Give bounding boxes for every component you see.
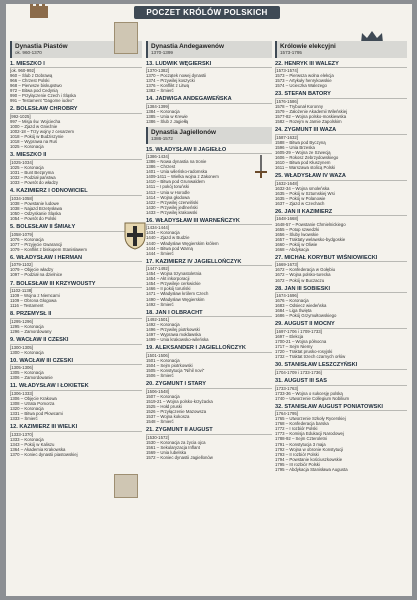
ruler-event-line: 1610 – Bitwa pod Kłuszynem <box>275 159 331 165</box>
ruler-event-line: 1740 – Utworzenie Collegium Nobilium <box>275 395 350 401</box>
ruler-event-line: 1331 – Bitwa pod Płowcami <box>10 411 63 417</box>
ruler-name: 31. AUGUST III SAS <box>275 378 407 386</box>
ruler-event-line: 1050 – Odzyskanie Śląska <box>10 210 61 216</box>
ruler-entry <box>146 259 272 307</box>
ruler-event-line: 1525 – Hołd pruski <box>146 404 182 409</box>
ruler-event-line: [1370-1382] <box>146 68 169 74</box>
ruler-event-line: 1306 – Objęcie Krakowa <box>10 396 57 402</box>
ruler-event-line: 1791 – Konstytucja 3 maja <box>275 441 326 447</box>
ruler-event-line: [1669-1673] <box>275 262 298 268</box>
ruler-event-line: 1795 – Abdykacja Stanisława Augusta <box>275 466 348 472</box>
ruler-event-line: 1410 – Bitwa pod Grunwaldem <box>146 179 205 185</box>
ruler-event-line: 1530 – Koronacja za życia ojca <box>146 439 206 445</box>
ruler-event-line: [1632-1648] <box>275 180 298 186</box>
ruler-event-line: 1386 – Chrzest <box>146 164 176 170</box>
ruler-name: 21. ZYGMUNT II AUGUST <box>146 427 272 435</box>
ruler-event-line: [1306-1333] <box>10 391 33 397</box>
ruler-name: 5. BOLESŁAW II ŚMIAŁY <box>10 224 142 232</box>
ruler-event-line: 991 – Testament "Dagome iudex" <box>10 98 74 104</box>
ruler-name: 29. AUGUST II MOCNY <box>275 321 407 329</box>
ruler-event-line: 1717 – Sejm Niemy <box>275 344 313 350</box>
ruler-entry <box>10 337 142 355</box>
ruler-event-line: 1109 – Obrona Głogowa <box>10 298 57 304</box>
ruler-event-line: 1385 – Unia w Krewie <box>146 114 188 120</box>
ruler-event-line: 1683 – Odsiecz wiedeńska <box>275 303 327 309</box>
ruler-event-line: 1492 – Koronacja <box>146 322 180 328</box>
ruler-event-line: 1720 – Traktat prusko-rosyjski <box>275 349 333 355</box>
ruler-entry <box>10 152 142 185</box>
ruler-event-line: 1454 – Akt inkorporacji <box>146 276 190 282</box>
ruler-event-line: 1490 – Władysław Węgierskim <box>146 296 205 302</box>
ruler-event-line: 1788-92 – Sejm Czteroletni <box>275 436 328 442</box>
ruler-event-line: 1569 – Unia lubelska <box>146 449 187 455</box>
ruler-event-line: 1033 – Powrót do władzy <box>10 180 59 186</box>
ruler-name: 27. MICHAŁ KORYBUT WIŚNIOWIECKI <box>275 255 407 263</box>
poster-sheet <box>6 4 412 596</box>
ruler-event-line: [1300-1305] <box>10 344 33 350</box>
ruler-event-line: [1501-1506] <box>146 353 169 359</box>
ruler-event-line: 1765 – Utworzenie Szkoły Rycerskiej <box>275 416 346 422</box>
ruler-event-line: 1386 – Nowa dynastia na tronie <box>146 159 207 165</box>
poster-title-banner <box>134 6 280 19</box>
ruler-entry <box>10 224 142 252</box>
ruler-event-line: 1672 – Wojna polsko-turecka <box>275 272 331 278</box>
ruler-event-line: 1454 – Przywileje cerkwickie <box>146 281 201 287</box>
ruler-event-line: 1370 – Początek nowej dynastii <box>146 73 207 79</box>
ruler-event-line: [1384-1399] <box>146 103 169 109</box>
ruler-event-line: 1471 – Władysław królem Czech <box>146 291 209 297</box>
ruler-event-line: 1296 – Zamordowany <box>10 328 52 334</box>
ruler-event-line: 1454 – Wojna trzynastoletnia <box>146 271 202 277</box>
ruler-event-line: 1374 – Przywilej koszycki <box>146 78 195 84</box>
ruler-event-line: 1038 – Powstanie ludowe <box>10 200 59 206</box>
ruler-name: 24. ZYGMUNT III WAZA <box>275 127 407 135</box>
ruler-event-line: 1097 – Podział na dzielnice <box>10 272 63 278</box>
ruler-event-line: 1018 – Wyprawa na Ruś <box>10 139 58 145</box>
ruler-event-line: 1370 – Koniec dynastii piastowskiej <box>10 452 78 458</box>
ruler-event-line: 1561 – Sekularyzacja Inflant <box>146 444 200 450</box>
ruler-event-line: 1038 – Najazd Brzetysława <box>10 205 63 211</box>
ruler-name: 8. PRZEMYSŁ II <box>10 311 142 319</box>
ruler-event-line: 1430 – Przywilej jedlneński <box>146 204 198 210</box>
ruler-event-line: 1635 – Pokój w Sztumskiej Wsi <box>275 190 335 196</box>
ruler-event-line: [1674-1696] <box>275 293 298 299</box>
ruler-event-line: 1305 – Koronacja <box>10 370 44 376</box>
ruler-entry <box>275 91 407 124</box>
ruler-entry <box>10 281 142 309</box>
ruler-event-line: 1632-34 – Wojna smoleńska <box>275 185 330 191</box>
ruler-event-line: 972 – Bitwa pod Cedynią <box>10 88 58 94</box>
ruler-event-line: 1422 – Przywilej czerwiński <box>146 199 199 205</box>
ruler-event-line: [1697-1706 i 1709-1733] <box>275 328 322 334</box>
ruler-event-line: 1773 – Komisja Edukacji Narodowej <box>275 431 344 437</box>
dynasty-years: 1386-1572 <box>151 136 173 142</box>
ruler-event-line: 1648-57 – Powstanie Chmielnickiego <box>275 221 346 227</box>
ruler-event-line: 1660 – Pokój w Oliwie <box>275 241 318 247</box>
ruler-event-line: 1079 – Konflikt z biskupem Stanisławem <box>10 246 87 252</box>
ruler-event-line: 1700-21 – Wojna północna <box>275 339 327 345</box>
ruler-entry <box>275 362 407 375</box>
ruler-name: 30. STANISŁAW LESZCZYŃSKI <box>275 362 407 370</box>
ruler-event-line: 1507 – Koronacja <box>146 393 180 399</box>
ruler-name: 14. JADWIGA ANDEGAWEŃSKA <box>146 96 272 104</box>
ruler-name: 23. STEFAN BATORY <box>275 91 407 99</box>
ruler-entry <box>146 218 272 256</box>
ruler-event-line: 1501 – Koronacja <box>146 358 180 364</box>
ruler-event-line: 1499 – Unia krakowsko-wileńska <box>146 337 209 343</box>
grunwald-sword-icon <box>250 154 272 180</box>
dynasty-name: Królowie elekcyjni <box>280 43 336 50</box>
ruler-event-line: 1116 – Testament <box>10 303 44 309</box>
ruler-entry <box>275 378 407 401</box>
ruler-event-line: 1582 – Rozejm w Jamie Zapolskim <box>275 119 342 125</box>
column-piast <box>10 41 142 593</box>
ruler-entry <box>275 127 407 170</box>
ruler-event-line: 1025 – Koronacja <box>10 164 44 170</box>
ruler-event-line: 968 – Pierwsze biskupstwo <box>10 83 62 89</box>
ruler-event-line: 1308 – Utrata Pomorza <box>10 401 55 407</box>
ruler-name: 3. MIESZKO II <box>10 152 142 160</box>
ruler-event-line: 1548 – Śmierć <box>146 419 174 425</box>
ruler-event-line: 1526 – Przyłączenie Mazowsza <box>146 409 207 415</box>
ruler-event-line: 1668 – Abdykacja <box>275 246 309 252</box>
ruler-event-line: 997 – Misja św. Wojciecha <box>10 119 61 125</box>
ruler-entry <box>146 381 272 424</box>
ruler-event-line: 960 – Ślub z Dobrawą <box>10 73 53 79</box>
ruler-name: 15. WŁADYSŁAW II JAGIEŁŁO <box>146 147 272 155</box>
ruler-event-line: 1054 – Powrót do Polski <box>10 215 57 221</box>
ruler-event-line: 1384 – Koronacja <box>146 108 180 114</box>
ruler-entry <box>10 61 142 104</box>
ruler-event-line: 1409-1411 – Wielka wojna z Zakonem <box>146 174 219 180</box>
ruler-event-line: [ok. 960-992] <box>10 68 36 74</box>
ruler-event-line: 1079 – Objęcie władzy <box>10 267 54 273</box>
ruler-event-line: 1414 – Wojna głodowa <box>146 194 190 200</box>
dynasty-header <box>275 41 407 58</box>
ruler-event-line: 1637 – Zjazd w Czechach <box>275 200 325 206</box>
ruler-event-line: 1343 – Pokój w Kaliszu <box>10 442 55 448</box>
ruler-event-line: 1444 – Bitwa pod Warną <box>146 245 193 251</box>
ruler-event-line: 1657 – Traktaty welawsko-bydgoskie <box>275 236 346 242</box>
poster-title: POCZET KRÓLÓW POLSKICH <box>146 8 268 17</box>
ruler-event-line: 1504 – Sejm piotrkowski <box>146 363 193 369</box>
ruler-entry <box>146 61 272 94</box>
ruler-event-line: 1497 – Wyprawa mołdawska <box>146 332 201 338</box>
ruler-name: 28. JAN III SOBIESKI <box>275 286 407 294</box>
castle-icon <box>30 6 48 18</box>
ruler-event-line: [1058-1079] <box>10 231 33 237</box>
ruler-event-line: 966 – Chrzest Polski <box>10 78 50 84</box>
ruler-event-line: 1793 – II rozbiór Polski <box>275 451 319 457</box>
ruler-event-line: [1102-1138] <box>10 288 33 294</box>
ruler-event-line: 1577-82 – Wojna polsko-moskiewska <box>275 114 347 120</box>
ruler-event-line: 1386 – Ślub z Jagiełłą <box>146 119 189 125</box>
ruler-name: 11. WŁADYSŁAW I ŁOKIETEK <box>10 383 142 391</box>
ruler-event-line: 1596 – Unia Brzeska <box>275 144 315 150</box>
ruler-name: 20. ZYGMUNT I STARY <box>146 381 272 389</box>
ruler-event-line: [1704-1709 i 1733-1736] <box>275 369 322 375</box>
ruler-event-line: 1519-21 – Wojna polsko-krzyżacka <box>146 398 213 404</box>
ruler-event-line: 1025 – Koronacja <box>10 144 44 150</box>
ruler-event-line: 1076 – Koronacja <box>10 236 44 242</box>
ruler-event-line: [1587-1632] <box>275 134 298 140</box>
ruler-event-line: 1333 – Śmierć <box>10 416 38 422</box>
ruler-name: 7. BOLESŁAW III KRZYWOUSTY <box>10 281 142 289</box>
lokietek-portrait-image <box>114 474 138 498</box>
ruler-event-line: 1300 – Koronacja <box>10 349 44 355</box>
ruler-event-line: 1672 – Konfederacja w Gołębiu <box>275 267 335 273</box>
ruler-event-line: 1794 – Powstanie kościuszkowskie <box>275 456 343 462</box>
ruler-event-line: 1032 – Podział państwa <box>10 175 56 181</box>
ruler-name: 19. ALEKSANDER I JAGIELLOŃCZYK <box>146 345 272 353</box>
ruler-event-line: 1466 – II pokój toruński <box>146 286 191 292</box>
ruler-event-line: 1733-36 – Wojna o sukcesję polską <box>275 390 343 396</box>
ruler-event-line: 1364 – Akademia Krakowska <box>10 447 66 453</box>
ruler-event-line: 1795 – III rozbiór Polski <box>275 461 320 467</box>
ruler-event-line: 1376 – Konflikt z Litwą <box>146 83 189 89</box>
ruler-event-line: 1574 – Ucieczka Walezego <box>275 83 327 89</box>
dynasty-name: Dynastia Piastów <box>15 43 68 50</box>
ruler-event-line: 1672 – Pokój w Buczaczu <box>275 277 325 283</box>
ruler-name: 4. KAZIMIERZ I ODNOWICIEL <box>10 188 142 196</box>
ruler-event-line: 1635 – Pokój w Polanowie <box>275 195 326 201</box>
ruler-event-line: 1792 – Wojna w obronie Konstytucji <box>275 446 344 452</box>
ruler-entry <box>146 345 272 378</box>
ruler-name: 1. MIESZKO I <box>10 61 142 69</box>
ruler-name: 26. JAN II KAZIMIERZ <box>275 209 407 217</box>
ruler-event-line: 1492 – Śmierć <box>146 301 174 307</box>
ruler-entry <box>10 358 142 381</box>
ruler-event-line: 1506 – Śmierć <box>146 373 174 379</box>
ruler-entry <box>275 404 407 472</box>
ruler-event-line: 1413 – Unia w Horodle <box>146 189 190 195</box>
ruler-event-line: 1440 – Zjazd w Budzie <box>146 235 190 241</box>
ruler-event-line: [1530-1572] <box>146 434 169 440</box>
ruler-event-line: 1411 – I pokój toruński <box>146 184 189 190</box>
ruler-name: 22. HENRYK III WALEZY <box>275 61 407 69</box>
ruler-event-line: [1305-1306] <box>10 365 33 371</box>
ruler-event-line: 1382 – Śmierć <box>146 88 174 94</box>
ruler-event-line: [1034-1058] <box>10 195 33 201</box>
ruler-event-line: [1506-1548] <box>146 388 169 394</box>
ruler-event-line: 1686 – Pokój Grzymułtowskiego <box>275 313 337 319</box>
ruler-event-line: [1333-1370] <box>10 431 33 437</box>
ruler-event-line: 1578 – Trybunał Koronny <box>275 103 324 109</box>
ruler-event-line: [1079-1102] <box>10 262 33 268</box>
ruler-event-line: 1611 – Warszawa stolicą Polski <box>275 164 335 170</box>
ruler-event-line: [1492-1501] <box>146 317 169 323</box>
ruler-name: 12. KAZIMIERZ III WIELKI <box>10 424 142 432</box>
ruler-entry <box>146 310 272 343</box>
ruler-event-line: 1496 – Przywilej piotrkowski <box>146 327 200 333</box>
dynasty-header <box>146 127 272 144</box>
ruler-entry <box>146 96 272 124</box>
ruler-event-line: 1018 – Pokój w Budziszynie <box>10 134 64 140</box>
ruler-entry <box>275 255 407 283</box>
ruler-event-line: 1320 – Koronacja <box>10 406 44 412</box>
ruler-event-line: [1648-1668] <box>275 216 298 222</box>
ruler-event-line: 1655 – Potop szwedzki <box>275 226 320 232</box>
ruler-event-line: [1764-1795] <box>275 411 298 417</box>
ruler-name: 25. WŁADYSŁAW IV WAZA <box>275 173 407 181</box>
ruler-entry <box>275 173 407 206</box>
ruler-event-line: 1537 – Wojna kokosza <box>146 414 190 420</box>
ruler-name: 18. JAN I OLBRACHT <box>146 310 272 318</box>
dynasty-years: 1370-1399 <box>151 50 173 55</box>
ruler-entry <box>275 209 407 252</box>
ruler-event-line: 1579 – Założenie Akademii Wileńskiej <box>275 108 348 114</box>
ruler-name: 10. WACŁAW III CZESKI <box>10 358 142 366</box>
ruler-event-line: [1025-1034] <box>10 159 33 165</box>
ruler-event-line: [1447-1492] <box>146 266 169 272</box>
dynasty-header <box>146 41 272 58</box>
ruler-event-line: 1505 – Konstytucja "Nihil novi" <box>146 368 205 374</box>
ruler-entry <box>10 106 142 149</box>
ruler-event-line: 1768 – Konfederacja barska <box>275 421 329 427</box>
dynasty-name: Dynastia Jagiellonów <box>151 129 216 137</box>
teutonic-shield-icon <box>124 222 146 250</box>
column-elected-kings <box>275 41 407 593</box>
ruler-entry <box>10 424 142 457</box>
ruler-entry <box>10 311 142 334</box>
ruler-event-line: 1002-18 – Trzy wojny z cesarzem <box>10 129 75 135</box>
dynasty-years: 1573-1795 <box>280 50 302 55</box>
ruler-name: 6. WŁADYSŁAW I HERMAN <box>10 255 142 263</box>
ruler-event-line: [1576-1586] <box>275 98 298 104</box>
ruler-event-line: 1572 – Koniec dynastii Jagiellonów <box>146 454 213 460</box>
ruler-event-line: 1697 – Elekcja <box>275 334 304 340</box>
ruler-event-line: 1732 – Traktat trzech czarnych orłów <box>275 354 346 360</box>
ruler-event-line: 1401 – Unia wileńsko-radomska <box>146 169 208 175</box>
ruler-event-line: 1772 – I rozbiór Polski <box>275 426 318 432</box>
ruler-entry <box>10 188 142 221</box>
ruler-entry <box>275 286 407 319</box>
ruler-event-line: 1109 – Wojna z Niemcami <box>10 293 60 299</box>
ruler-event-line: 1573 – Artykuły henrykowskie <box>275 78 332 84</box>
ruler-event-line: [992-1025] <box>10 114 31 120</box>
ruler-event-line: 1077 – Przyjęcie Gwarancji <box>10 241 63 247</box>
column-andegawen-jagiellon <box>146 41 272 593</box>
ruler-entry <box>275 321 407 359</box>
dynasty-years: ok. 960-1370 <box>15 50 42 55</box>
ruler-name: 17. KAZIMIERZ IV JAGIELLOŃCZYK <box>146 259 272 267</box>
ruler-event-line: 1440 – Władysław Węgierskim królem <box>146 240 219 246</box>
ruler-event-line: 1031 – Bunt Bezpryma <box>10 170 54 176</box>
ruler-event-line: 1606 – Rokosz Zebrzydowskiego <box>275 154 339 160</box>
ruler-event-line: 1588 – Bitwa pod Byczyną <box>275 139 326 145</box>
ruler-event-line: 1000 – Zjazd w Gnieźnie <box>10 124 58 130</box>
ruler-event-line: [1386-1434] <box>146 154 169 160</box>
dynasty-name: Dynastia Andegawenów <box>151 43 224 50</box>
ruler-event-line: 1656 – Śluby lwowskie <box>275 231 319 237</box>
ruler-event-line: [1573-1574] <box>275 68 298 74</box>
ruler-name: 9. WACŁAW II CZESKI <box>10 337 142 345</box>
ruler-event-line: 1444 – Śmierć <box>146 250 174 256</box>
ruler-event-line: 1434 – Koronacja <box>146 230 180 236</box>
piast-crest-image <box>114 22 138 54</box>
ruler-event-line: 1573 – Pierwsza wolna elekcja <box>275 73 334 79</box>
ruler-event-line: 1605-29 – Wojna ze Szwecją <box>275 149 331 155</box>
ruler-entry <box>10 255 142 278</box>
ruler-name: 13. LUDWIK WĘGIERSKI <box>146 61 272 69</box>
ruler-entry <box>10 383 142 421</box>
ruler-event-line: 1676 – Koronacja <box>275 298 309 304</box>
ruler-name: 2. BOLESŁAW CHROBRY <box>10 106 142 114</box>
ruler-entry <box>146 427 272 460</box>
ruler-entry <box>275 61 407 89</box>
ruler-event-line: [1295-1296] <box>10 318 33 324</box>
ruler-event-line: 1333 – Koronacja <box>10 436 44 442</box>
ruler-event-line: [1733-1763] <box>275 385 298 391</box>
ruler-event-line: 990 – Przyłączenie Czech i Śląska <box>10 93 76 99</box>
ruler-event-line: 1433 – Przywilej krakowski <box>146 209 198 215</box>
ruler-event-line: 1684 – Liga Święta <box>275 308 312 314</box>
ruler-event-line: 1295 – Koronacja <box>10 323 44 329</box>
ruler-event-line: [1434-1444] <box>146 225 169 231</box>
ruler-event-line: 1306 – Zamordowanie <box>10 375 53 381</box>
ruler-name: 32. STANISŁAW AUGUST PONIATOWSKI <box>275 404 407 412</box>
ruler-name: 16. WŁADYSŁAW III WARNEŃCZYK <box>146 218 272 226</box>
